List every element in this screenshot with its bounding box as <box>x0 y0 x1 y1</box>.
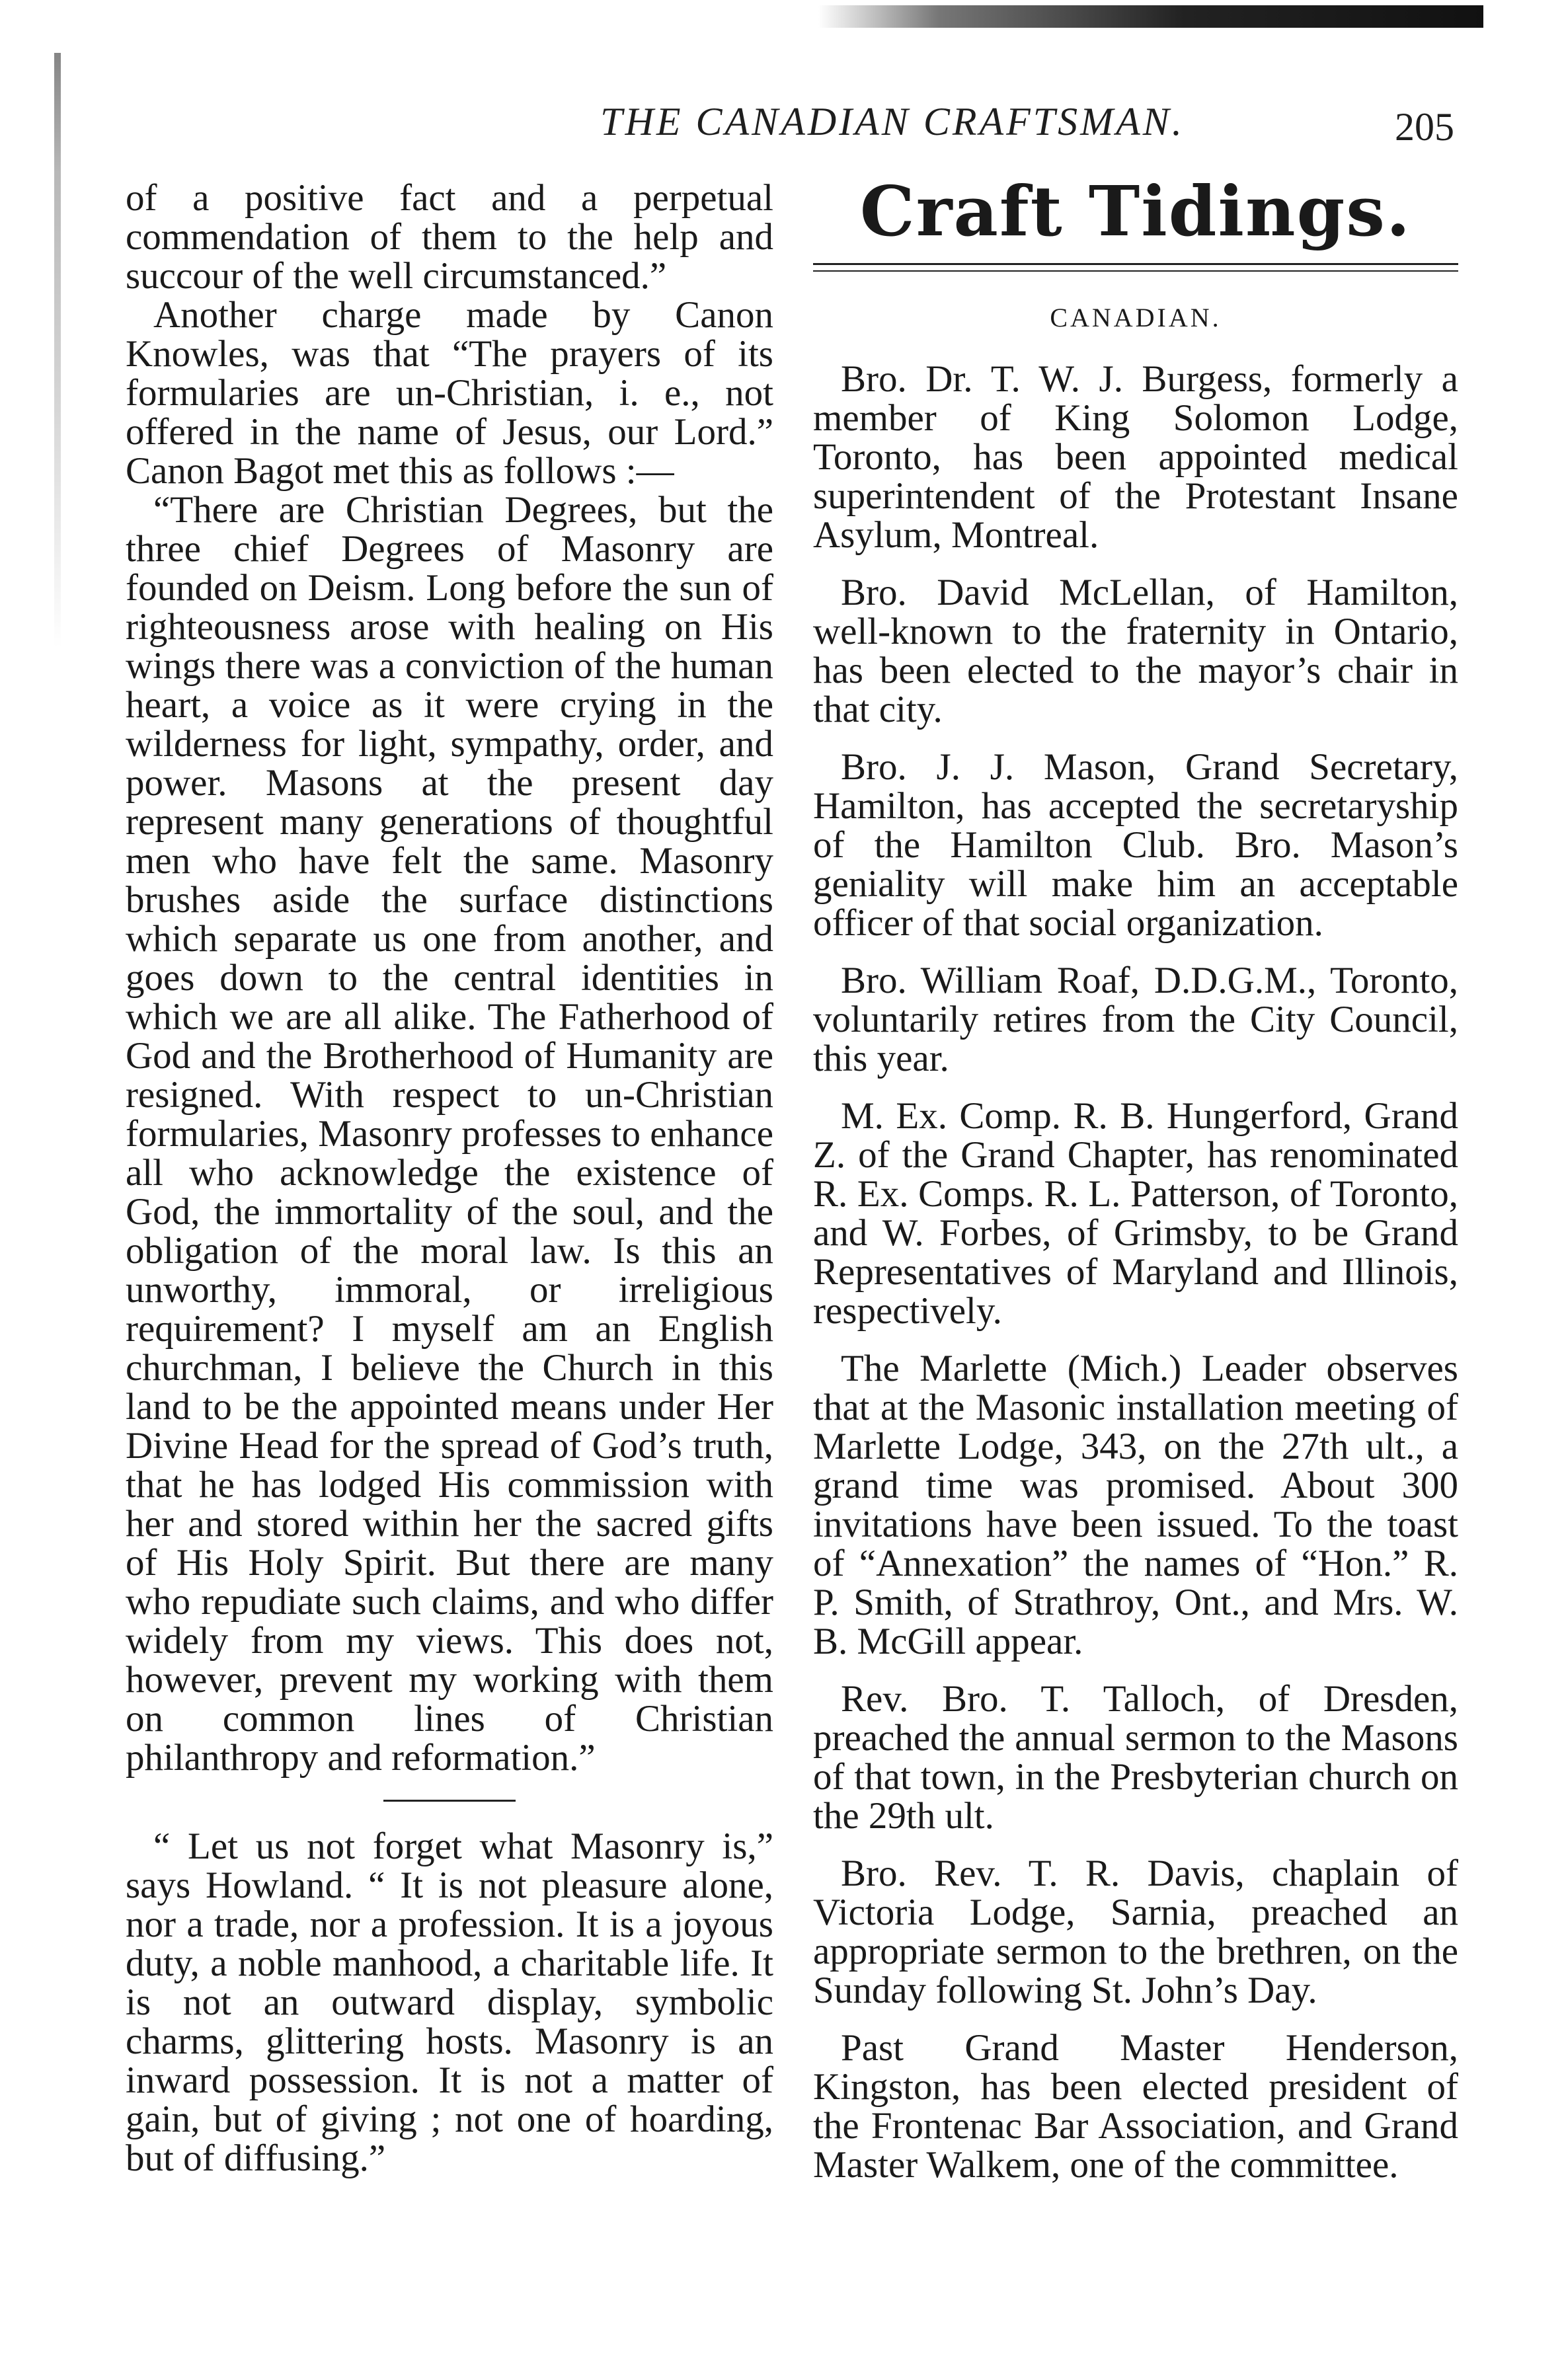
section-divider <box>383 1800 516 1802</box>
paragraph: “There are Christian Degrees, but the three chief Degrees of Masonry are founded on Deism. Long before the sun of righteousness arose with healing on His wings there was a conviction of the human heart, a voice as it were crying in the wilderness for light, sympathy, order, and power. Masons at the present day represent many generations of thoughtful men who have felt the same. Masonry brushes aside the surface distinctions which separate us one from another, and goes down to the central identities in which we are all alike. The Fatherhood of God and the Brotherhood of Humanity are resigned. With respect to un-Christian formularies, Masonry professes to enhance all who acknowledge the existence of God, the immortality of the soul, and the obligation of the moral law. Is this an unworthy, immoral, or irreligious requirement? I myself am an English churchman, I believe the Church in this land to be the appointed means under Her Divine Head for the spread of God’s truth, that he has lodged His commission with her and stored within her the sacred gifts of His Holy Spirit. But there are many who repudiate such claims, and who differ widely from my views. This does not, however, prevent my working with them on common lines of Christian philanthropy and reformation.” <box>126 489 773 1779</box>
news-item: Past Grand Master Henderson, Kingston, has been elected president of the Frontenac Bar Association, and Grand Master Walkem, one of the committee. <box>813 2027 1458 2186</box>
news-item: Rev. Bro. T. Talloch, of Dresden, preached the annual sermon to the Masons of that town, in the Presbyterian church on the 29th ult. <box>813 1678 1458 1837</box>
news-item: Bro. William Roaf, D.D.G.M., Toronto, voluntarily retires from the City Council, this year. <box>813 960 1458 1079</box>
section-subheading: CANADIAN. <box>1050 303 1222 332</box>
paragraph: “ Let us not forget what Masonry is,” says Howland. “ It is not pleasure alone, nor a trade, nor a profession. It is a joyous duty, a noble manhood, a charitable life. It is not an outward display, symbolic charms, glittering hosts. Masonry is an inward possession. It is not a matter of gain, but of giving ; not one of hoarding, but of diffusing.” <box>126 1825 773 2179</box>
section-title: Craft Tidings. <box>859 171 1412 252</box>
news-item: Bro. David McLellan, of Hamilton, well-known to the fraternity in Ontario, has been elected to the mayor’s chair in that city. <box>813 572 1458 730</box>
news-item: Bro. Rev. T. R. Davis, chaplain of Victoria Lodge, Sarnia, preached an appropriate sermon to the brethren, on the Sunday following St. John’s Day. <box>813 1853 1458 2011</box>
running-title: THE CANADIAN CRAFTSMAN. <box>600 100 1185 143</box>
news-item: M. Ex. Comp. R. B. Hungerford, Grand Z. of the Grand Chapter, has renominated R. Ex. Comps. R. L. Patterson, of Toronto, and W. Forbes, of Grimsby, to be Grand Representatives of Maryland and Illinois, respectively. <box>813 1095 1458 1332</box>
paragraph: of a positive fact and a perpetual commendation of them to the help and succour of the well circumstanced.” <box>126 177 773 297</box>
paragraph: Another charge made by Canon Knowles, was that “The prayers of its formularies are un-Christian, i. e., not offered in the name of Jesus, our Lord.” Canon Bagot met this as follows :— <box>126 294 773 492</box>
right-column <box>813 171 1458 2203</box>
title-double-rule <box>813 263 1458 272</box>
left-column <box>126 178 773 2178</box>
top-decorative-rule <box>818 5 1483 28</box>
news-item: Bro. J. J. Mason, Grand Secretary, Hamilton, has accepted the secretaryship of the Hamilton Club. Bro. Mason’s geniality will make him an acceptable officer of that social organization. <box>813 746 1458 944</box>
news-item: Bro. Dr. T. W. J. Burgess, formerly a member of King Solomon Lodge, Toronto, has been appointed medical superintendent of the Protestant Insane Asylum, Montreal. <box>813 358 1458 556</box>
margin-scan-mark <box>54 53 61 648</box>
page-number: 205 <box>1395 105 1454 149</box>
news-item: The Marlette (Mich.) Leader observes that at the Masonic installation meeting of Marlette Lodge, 343, on the 27th ult., a grand time was promised. About 300 invitations have been issued. To the toast of “Annexation” the names of “Hon.” R. P. Smith, of Strathroy, Ont., and Mrs. W. B. McGill appear. <box>813 1348 1458 1662</box>
